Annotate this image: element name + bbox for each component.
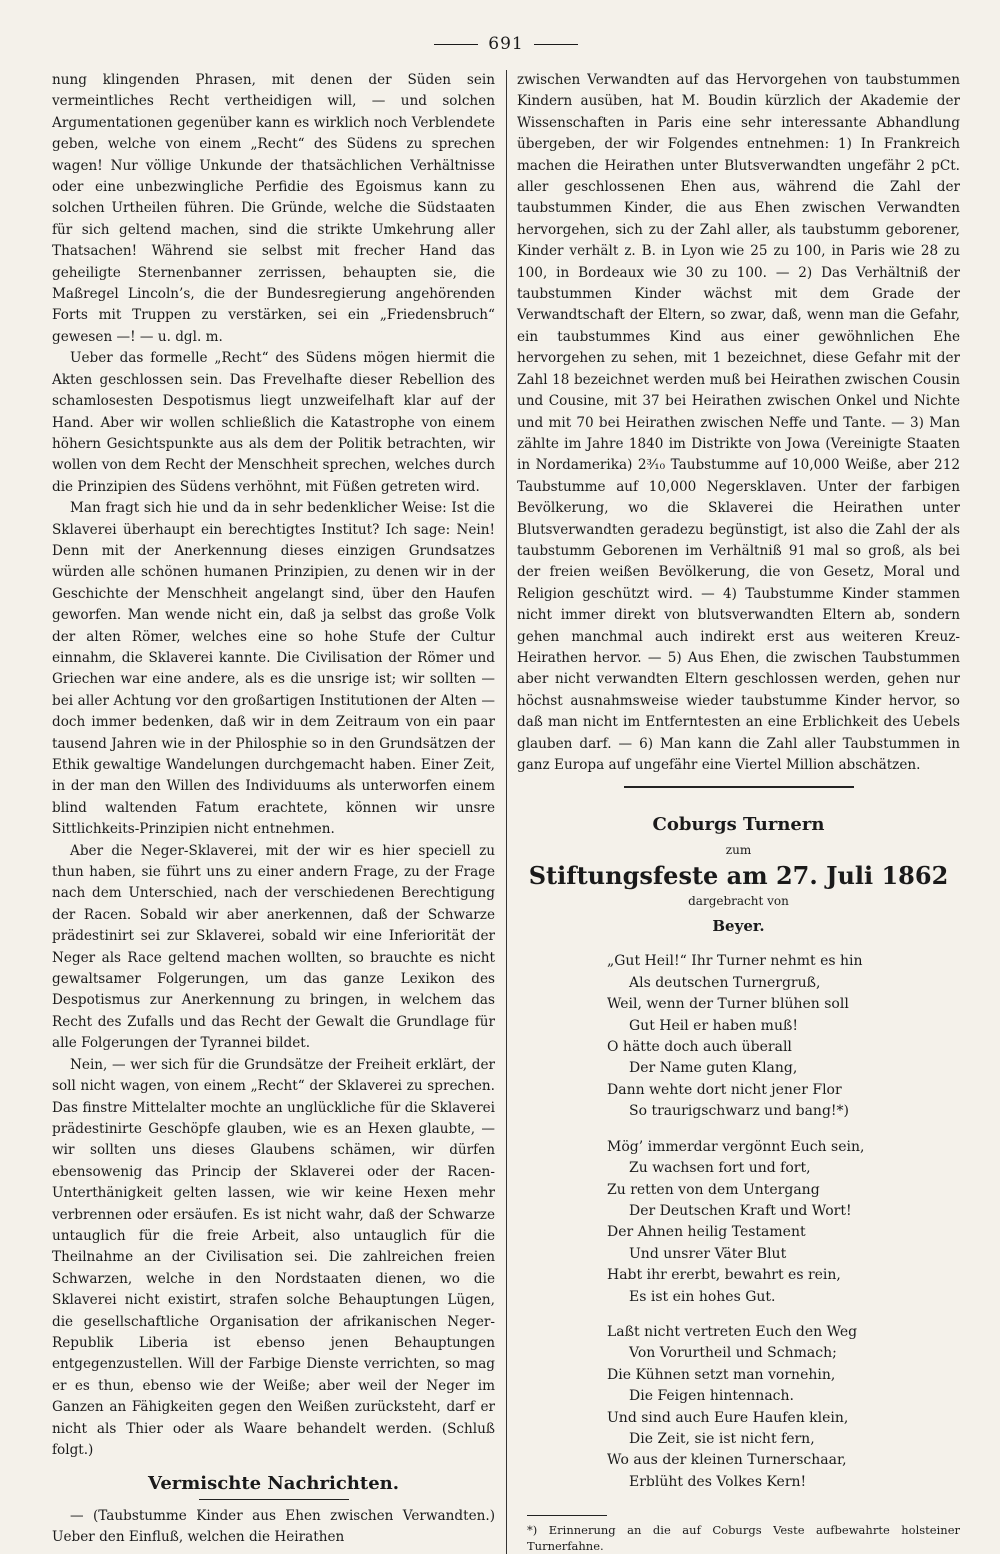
article-paragraph: Aber die Neger-Sklaverei, mit der wir es hier speciell zu thun haben, sie führt uns zu einer andern Frage, zu der Frage nach dem Unterschied, nach der verschiedenen Berechtigung der Racen. Sobald wir aber anerkennen, daß der Schwarze prädestinirt sei zur Sklaverei, sobald wir eine Inferiorität der Neger als Race geltend machen wollten, so brauchte es nicht gewaltsamer Folgerungen, um das ganze Lexikon des Despotismus zur Anerkennung zu bringen, in welchem das Recht des Zufalls und das Recht der Gewalt die Grundlage für alle Folgerungen der Tyrannei bildet.: [52, 842, 495, 1052]
poem-line: Die Feigen hintennach.: [629, 1388, 794, 1405]
poem-title: Coburgs Turnern: [652, 814, 825, 836]
poem-line: Es ist ein hohes Gut.: [629, 1288, 776, 1305]
poem-line: Erblüht des Volkes Kern!: [629, 1473, 807, 1490]
poem-line: Die Zeit, sie ist nicht fern,: [629, 1430, 815, 1447]
header-rule-left: [434, 44, 478, 45]
poem-line: „Gut Heil!“ Ihr Turner nehmt es hin: [607, 953, 863, 970]
section-title: Vermischte Nachrichten.: [148, 1473, 399, 1495]
poem-line: Als deutschen Turnergruß,: [629, 974, 821, 991]
article-separator: [624, 786, 854, 788]
poem-heading: [517, 814, 960, 937]
left-column: [52, 70, 495, 1554]
poem-line: Der Name guten Klang,: [629, 1060, 798, 1077]
right-column: [517, 70, 960, 1554]
poem-dedication: dargebracht von: [688, 893, 789, 908]
section-rule: [199, 1499, 349, 1500]
article-paragraph: Ueber das formelle „Recht“ des Südens mögen hiermit die Akten geschlossen sein. Das Frevelhafte dieser Rebellion des schamlosesten Despotismus liegt unzweifelhaft klar auf der Hand. Aber wir wollen schließlich die Katastrophe von einem höhern Gesichtspunkte aus als dem der Politik betrachten, wir wollen von dem Recht der Menschheit sprechen, welches durch die Prinzipien des Südens verhöhnt, mit Füßen getreten wird.: [52, 350, 495, 495]
article-paragraph: nung klingenden Phrasen, mit denen der Süden sein vermeintliches Recht vertheidigen will, — und solchen Argumentationen gegenüber kann es wirklich noch Verblendete geben, welche von einem „Recht“ des Südens zu sprechen wagen! Nur völlige Unkunde der thatsächlichen Verhältnisse oder eine unbezwingliche Perfidie des Egoismus kann zu solchen Urtheilen führen. Die Gründe, welche die Südstaaten für sich geltend machen, sind die strikte Umkehrung aller Thatsachen! Während sie selbst mit frecher Hand das geheiligte Sternenbanner zerrissen, behaupten sie, die Maßregel Lincoln’s, die der Bundesregierung angehörenden Forts mit Truppen zu verstärken, sei ein „Friedensbruch“ gewesen —! — u. dgl. m.: [52, 72, 495, 345]
poem-line: O hätte doch auch überall: [607, 1039, 792, 1056]
poem-line: Der Deutschen Kraft und Wort!: [629, 1202, 852, 1219]
article-paragraph: Man fragt sich hie und da in sehr bedenklicher Weise: Ist die Sklaverei überhaupt ein berechtigtes Institut? Ich sage: Nein! Denn mit der Anerkennung dieses einzigen Grundsatzes würden alle schönen humanen Prinzipien, zu denen wir in der Geschichte der Menschheit angelangt sind, über den Haufen geworfen. Man wende nicht ein, daß ja selbst das große Volk der alten Römer, welches eine so hohe Stufe der Cultur einnahm, die Sklaverei kannte. Die Civilisation der Römer und Griechen war eine andere, als es die unsrige ist; wir sollten — bei aller Achtung vor den großartigen Institutionen der Alten — doch immer bedenken, daß wir in dem Zeitraum von ein paar tausend Jahren wie in der Philosphie so in den Grundsätzen der Ethik gewaltige Wandelungen durchgemacht haben. Einer Zeit, in der man den Willen des Individuums als unterworfen einem blind waltenden Fatum erachtete, können wir unsre Sittlichkeits-Prinzipien nicht entnehmen.: [52, 500, 495, 838]
poem-line: Zu wachsen fort und fort,: [629, 1160, 811, 1177]
poem-line: Von Vorurtheil und Schmach;: [629, 1345, 837, 1362]
poem-occasion: Stiftungsfeste am 27. Juli 1862: [528, 861, 949, 891]
poem-line: Und unsrer Väter Blut: [629, 1245, 787, 1262]
poem-line: Habt ihr ererbt, bewahrt es rein,: [607, 1267, 841, 1284]
footnote: *) Erinnerung an die auf Coburgs Veste aufbewahrte holsteiner Turnerfahne.: [527, 1523, 960, 1554]
header-rule-right: [534, 44, 578, 45]
poem-line: Weil, wenn der Turner blühen soll: [607, 996, 849, 1013]
poem-line: Zu retten von dem Untergang: [607, 1181, 820, 1198]
poem-author: Beyer.: [712, 917, 765, 936]
poem-line: Wo aus der kleinen Turnerschaar,: [607, 1452, 847, 1469]
page-header: [52, 34, 960, 54]
footnote-rule: [527, 1515, 607, 1516]
poem-line: Der Ahnen heilig Testament: [607, 1224, 806, 1241]
news-item-paragraph: — (Taubstumme Kinder aus Ehen zwischen Verwandten.) Ueber den Einfluß, welchen die Heirathen: [52, 1507, 495, 1546]
poem-stanza: [607, 1137, 960, 1308]
poem-subtitle-zum: zum: [725, 842, 752, 857]
poem-line: Dann wehte dort nicht jener Flor: [607, 1081, 842, 1098]
poem-line: Gut Heil er haben muß!: [629, 1017, 798, 1034]
page-number: 691: [488, 34, 524, 54]
poem-line: Laßt nicht vertreten Euch den Weg: [607, 1323, 858, 1340]
poem-stanza: [607, 951, 960, 1122]
article-paragraph: Nein, — wer sich für die Grundsätze der Freiheit erklärt, der soll nicht wagen, von einem „Recht“ der Sklaverei zu sprechen. Das finstre Mittelalter mochte an unglückliche für die Sklaverei prädestinirte Geschöpfe glauben, wie es an Hexen glaubte, — wir sollten uns dieses Glaubens schämen, wir dürfen ebensowenig das Princip der Sklaverei oder der Racen-Unterthänigkeit gelten lassen, wie wir keine Hexen mehr verbrennen oder ersäufen. Es ist nicht wahr, daß der Schwarze untauglich für die freie Arbeit, also untauglich für die Theilnahme an der Civilisation sei. Die zahlreichen freien Schwarzen, welche in den Nordstaaten dienen, wo die Sklaverei nicht existirt, strafen solche Behauptungen Lügen, die gesellschaftliche Organisation der afrikanischen Neger-Republik Liberia ist ebenso jenen Behauptungen entgegenzustellen. Will der Farbige Dienste verrichten, so mag er es thun, ebenso wie der Weiße; aber weil der Neger im Ganzen an Fähigkeiten gegen den Weißen zurücksteht, darf er nicht als Thier oder als Waare behandelt werden. (Schluß folgt.): [52, 1056, 495, 1458]
news-item-continuation: zwischen Verwandten auf das Hervorgehen von taubstummen Kindern ausüben, hat M. Boudin kürzlich der Akademie der Wissenschaften in Paris eine sehr interessante Abhandlung übergeben, der wir Folgendes entnehmen: 1) In Frankreich machen die Heirathen unter Blutsverwandten ungefähr 2 pCt. aller geschlossenen Ehen aus, während die Zahl der taubstummen Kinder, die aus Ehen zwischen Verwandten hervorgehen, sich zu der Zahl aller, als taubstumm geborener, Kinder verhält z. B. in Lyon wie 25 zu 100, in Paris wie 28 zu 100, in Bordeaux wie 30 zu 100. — 2) Das Verhältniß der taubstummen Kinder wächst mit dem Grade der Verwandtschaft der Eltern, so zwar, daß, wenn man die Gefahr, ein taubstummes Kind aus einer gewöhnlichen Ehe hervorgehen zu sehen, mit 1 bezeichnet, diese Gefahr mit der Zahl 18 bezeichnet werden muß bei Heirathen zwischen Cousin und Cousine, mit 37 bei Heirathen zwischen Onkel und Nichte und mit 70 bei Heirathen zwischen Neffe und Tante. — 3) Man zählte im Jahre 1840 im Distrikte von Jowa (Vereinigte Staaten in Nordamerika) 2³⁄₁₀ Taubstumme auf 10,000 Weiße, aber 212 Taubstumme auf 10,000 Negersklaven. Unter der farbigen Bevölkerung, wo die Sklaverei die Heirathen unter Blutsverwandten geradezu begünstigt, ist also die Zahl der als taubstumm Geborenen im Verhältniß 91 mal so groß, als bei der freien weißen Bevölkerung, die von Gesetz, Moral und Religion geschützt wird. — 4) Taubstumme Kinder stammen nicht immer direkt von blutsverwandten Eltern ab, sondern gehen manchmal auch indirekt erst aus weiteren Kreuz-Heirathen hervor. — 5) Aus Ehen, die zwischen Taubstummen aber nicht verwandten Eltern geschlossen werden, gehen nur höchst ausnahmsweise wieder taubstumme Kinder hervor, so daß man nicht im Entferntesten an eine Erblichkeit des Uebels glauben darf. — 6) Man kann die Zahl aller Taubstummen in ganz Europa auf ungefähr eine Viertel Million abschätzen.: [517, 72, 960, 773]
poem-stanza: [607, 1322, 960, 1493]
columns: [52, 70, 960, 1554]
column-divider: [506, 70, 507, 1554]
poem-line: So traurigschwarz und bang!*): [629, 1103, 849, 1120]
poem-line: Mög’ immerdar vergönnt Euch sein,: [607, 1138, 865, 1155]
poem-line: Und sind auch Eure Haufen klein,: [607, 1409, 849, 1426]
poem-line: Die Kühnen setzt man vornehin,: [607, 1366, 836, 1383]
